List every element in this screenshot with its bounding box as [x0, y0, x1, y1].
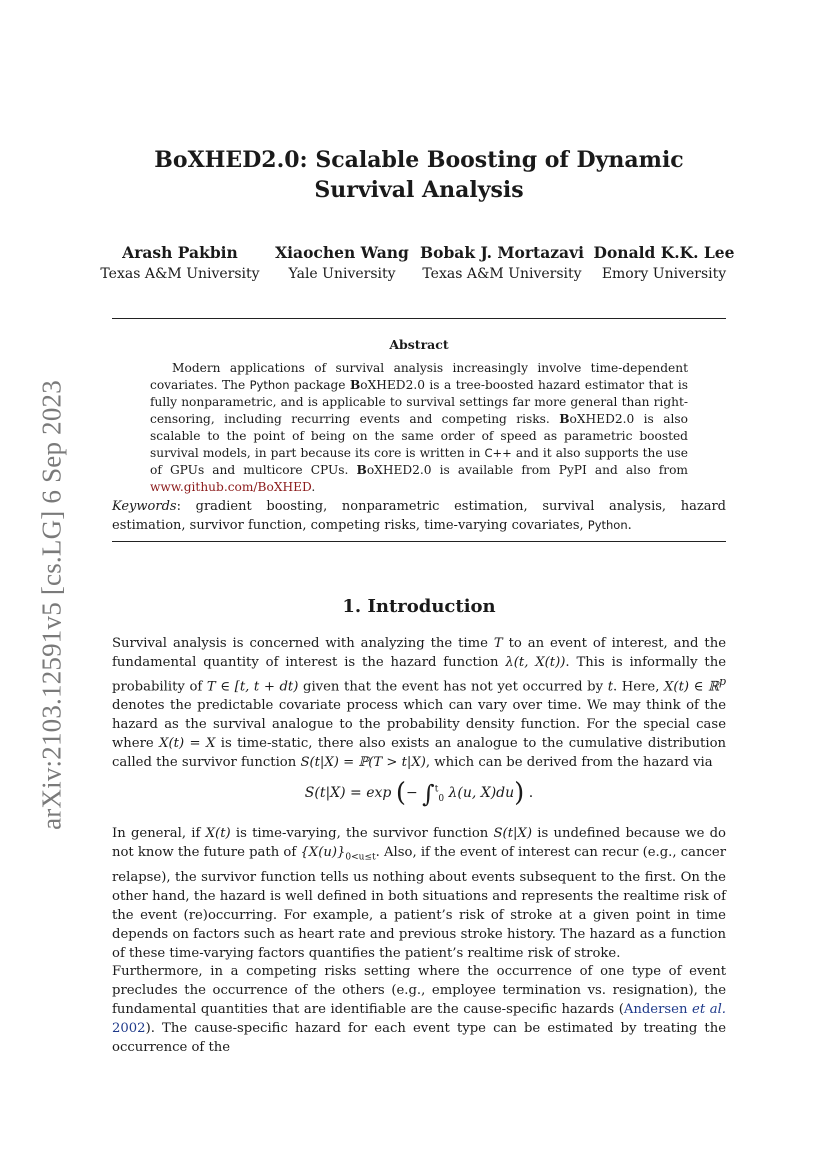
citation-link[interactable]: Andersen et al. 2002: [112, 1002, 726, 1036]
author-affiliation: Texas A&M University: [422, 266, 582, 282]
author-2: [268, 243, 416, 285]
author-1: [88, 243, 272, 285]
github-link[interactable]: www.github.com/BoXHED: [150, 480, 312, 494]
section-heading: 1. Introduction: [342, 596, 496, 617]
arxiv-identifier: arXiv:2103.12591v5 [cs.LG] 6 Sep 2023: [36, 380, 67, 830]
author-name: Donald K.K. Lee: [593, 243, 735, 262]
author-3: [414, 243, 590, 285]
title-line-1: BoXHED2.0: Scalable Boosting of Dynamic: [154, 147, 684, 173]
title-line-2: Survival Analysis: [314, 177, 524, 203]
author-4: [590, 243, 738, 285]
author-list: [100, 243, 740, 293]
author-name: Bobak J. Mortazavi: [420, 243, 584, 262]
author-name: Arash Pakbin: [122, 243, 238, 262]
survivor-equation: S(t|X) = exp (− ∫$^t_0$ λ(u, X)du) .: [304, 778, 534, 808]
divider-bottom: [112, 541, 726, 542]
abstract-body: Modern applications of survival analysis increasingly involve time-dependent covariates. The Python package BoXHED2.0 is a tree-boosted hazard estimator that is fully nonparametric, and is applicable to survival settings far more general than right-censoring, including recurring events and competing risks. BoXHED2.0 is also scalable to the point of being on the same order of speed as parametric boosted survival models, in part because its core is written in C++ and it also supports the use of GPUs and multicore CPUs. BoXHED2.0 is available from PyPI and also from www.github.com/BoXHED.: [150, 361, 689, 494]
author-affiliation: Texas A&M University: [100, 266, 260, 282]
author-name: Xiaochen Wang: [275, 243, 409, 262]
paragraph-3: Furthermore, in a competing risks setting where the occurrence of one type of event precludes the occurrence of the others (e.g., employee termination vs. resignation), the fundamental quantities that are identifiable are the cause-specific hazards (Andersen et al. 2002). The cause-specific hazard for each event type can be estimated by treating the occurrence of the: [112, 964, 726, 1055]
divider-top: [112, 318, 726, 319]
abstract-heading: Abstract: [389, 337, 449, 352]
author-affiliation: Yale University: [288, 266, 396, 282]
paragraph-1: Survival analysis is concerned with analyzing the time T to an event of interest, and the fundamental quantity of interest is the hazard function λ(t, X(t)). This is informally the probability of T ∈ [t, t + dt) given that the event has not yet occurred by t. Here, X(t) ∈ ℝ$^p$ denotes the predictable covariate process which can vary over time. We may think of the hazard as the survival analogue to the probability density function. For the special case where X(t) = X is time-static, there also exists an analogue to the cumulative distribution called the survivor function S(t|X) = ℙ(T > t|X), which can be derived from the hazard via: [112, 636, 727, 771]
author-affiliation: Emory University: [601, 266, 727, 282]
paper-title: [110, 145, 728, 205]
keywords-label: Keywords: [112, 499, 177, 514]
keywords: Keywords: gradient boosting, nonparametric estimation, survival analysis, hazard estimation, survivor function, competing risks, time-varying covariates, Python.: [112, 499, 726, 533]
paragraph-2: In general, if X(t) is time-varying, the survivor function S(t|X) is undefined because we do not know the future path of $\{X(u)\}_{0<u\le t}$. Also, if the event of interest can recur (e.g., cancer relapse), the survivor function tells us nothing about events subsequent to the first. On the other hand, the hazard is well defined in both situations and represents the realtime risk of the event (re)occurring. For example, a patient’s risk of stroke at a given point in time depends on factors such as heart rate and previous stroke history. The hazard as a function of these time-varying factors quantifies the patient’s realtime risk of stroke.: [112, 826, 726, 961]
